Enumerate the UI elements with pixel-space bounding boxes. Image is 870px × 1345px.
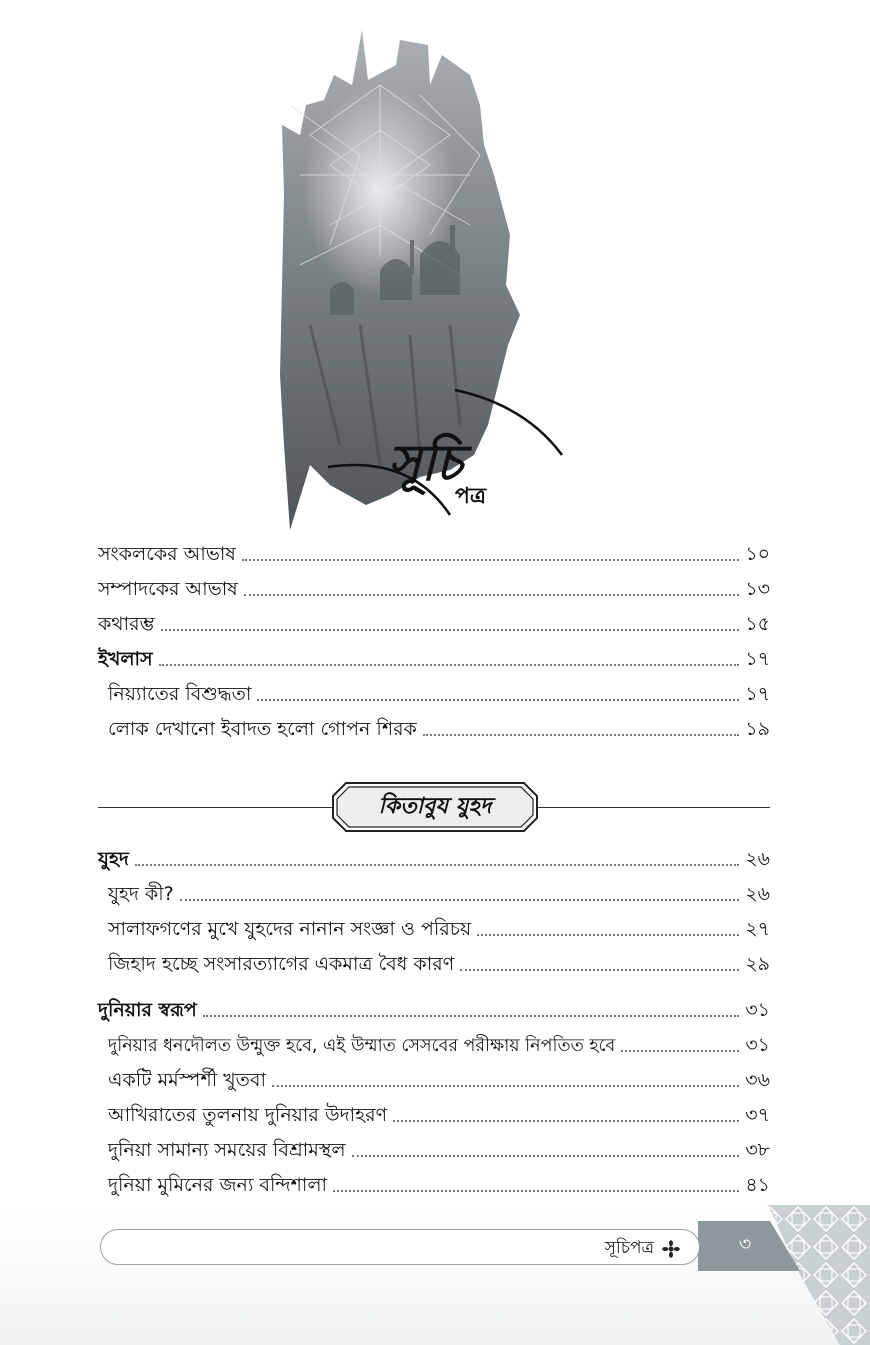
toc-entry-title: সম্পাদকের আভাষ (98, 578, 238, 600)
toc-entry-page: ৩৬ (745, 1069, 770, 1091)
toc-entry-title: একটি মর্মস্পর্শী খুতবা (108, 1069, 267, 1091)
toc-entry-page: ৩৭ (745, 1104, 770, 1126)
page-number: ৩ (738, 1233, 752, 1255)
dot-leader (257, 699, 739, 701)
toc-entry-page: ১৫ (745, 613, 770, 635)
toc-sub-entry[interactable] (108, 1031, 770, 1063)
dot-leader (272, 1085, 739, 1087)
toc-sub-entry[interactable] (108, 880, 770, 912)
dot-leader (352, 1155, 740, 1157)
toc-sub-entry[interactable] (108, 1101, 770, 1133)
toc-chapter-entry[interactable] (98, 996, 770, 1028)
dot-leader (477, 934, 739, 936)
toc-entry-page: ১৭ (745, 683, 770, 705)
dot-leader (393, 1120, 739, 1122)
toc-entry-page: ১৭ (745, 648, 770, 670)
toc-entry-title: ইখলাস (98, 648, 153, 670)
toc-entry-title: সালাফগণের মুখে যুহদের নানান সংজ্ঞা ও পরিচয় (108, 918, 472, 940)
toc-entry-page: ২৬ (745, 848, 770, 870)
toc-entry-title: লোক দেখানো ইবাদত হলো গোপন শিরক (108, 718, 417, 740)
toc-sub-entry[interactable] (108, 1066, 770, 1098)
toc-entry[interactable] (98, 575, 770, 607)
toc-sub-entry[interactable] (108, 1171, 770, 1203)
dot-leader (203, 1015, 739, 1017)
toc-entry-page: ৪১ (745, 1174, 770, 1196)
section-title: কিতাবুয যুহদ (378, 792, 492, 819)
dot-leader (159, 664, 740, 666)
toc-sub-entry[interactable] (108, 715, 770, 747)
dot-leader (333, 1190, 739, 1192)
toc-sub-entry[interactable] (108, 950, 770, 982)
toc-entry-title: সংকলকের আভাষ (98, 543, 236, 565)
toc-entry-page: ৩১ (745, 999, 770, 1021)
toc-chapter-entry[interactable] (98, 645, 770, 677)
dot-leader (135, 864, 739, 866)
dot-leader (161, 629, 740, 631)
dot-leader (621, 1050, 739, 1052)
toc-entry[interactable] (98, 540, 770, 572)
dot-leader (423, 734, 739, 736)
toc-section-list (98, 845, 770, 1205)
toc-entry-title: দুনিয়ার ধনদৌলত উন্মুক্ত হবে, এই উম্মাত সেসবের পরীক্ষায় নিপতিত হবে (108, 1035, 616, 1056)
toc-sub-entry[interactable] (108, 915, 770, 947)
toc-entry-page: ১০ (745, 543, 770, 565)
toc-entry-title: নিয়্যাতের বিশুদ্ধতা (108, 683, 252, 705)
toc-entry-title: যুহদ (98, 848, 129, 870)
toc-entry-title: দুনিয়ার স্বরূপ (98, 999, 197, 1021)
flower-ornament-icon (662, 1240, 680, 1258)
dot-leader (180, 899, 740, 901)
toc-entry-title: আখিরাতের তুলনায় দুনিয়ার উদাহরণ (108, 1104, 388, 1126)
toc-top-list (98, 540, 770, 755)
toc-entry[interactable] (98, 610, 770, 642)
banner-title-sub: পত্র (455, 483, 487, 509)
toc-sub-entry[interactable] (108, 1136, 770, 1168)
section-heading (98, 782, 770, 834)
toc-entry-page: ৩৮ (745, 1139, 770, 1161)
toc-entry-page: ২৭ (745, 918, 770, 940)
dot-leader (460, 969, 739, 971)
dot-leader (244, 594, 740, 596)
toc-entry-page: ২৯ (745, 953, 770, 975)
rule-right (536, 807, 770, 808)
toc-entry-title: যুহদ কী? (108, 883, 174, 905)
toc-entry-page: ২৬ (745, 883, 770, 905)
toc-sub-entry[interactable] (108, 680, 770, 712)
toc-entry-page: ৩১ (745, 1034, 770, 1056)
toc-entry-page: ১৩ (745, 578, 770, 600)
footer-label: সূচিপত্র (604, 1238, 654, 1258)
toc-entry-title: কথারম্ভ (98, 613, 155, 635)
dot-leader (242, 559, 739, 561)
toc-entry-title: দুনিয়া সামান্য সময়ের বিশ্রামস্থল (108, 1139, 346, 1161)
footer-label-group (605, 1235, 680, 1263)
toc-entry-title: দুনিয়া মুমিনের জন্য বন্দিশালা (108, 1174, 328, 1196)
toc-banner (270, 25, 580, 530)
toc-entry-page: ১৯ (745, 718, 770, 740)
toc-chapter-entry[interactable] (98, 845, 770, 877)
banner-title-main: সূচি (388, 433, 463, 492)
toc-entry-title: জিহাদ হচ্ছে সংসারত্যাগের একমাত্র বৈধ কারণ (108, 953, 455, 975)
rule-left (98, 807, 334, 808)
